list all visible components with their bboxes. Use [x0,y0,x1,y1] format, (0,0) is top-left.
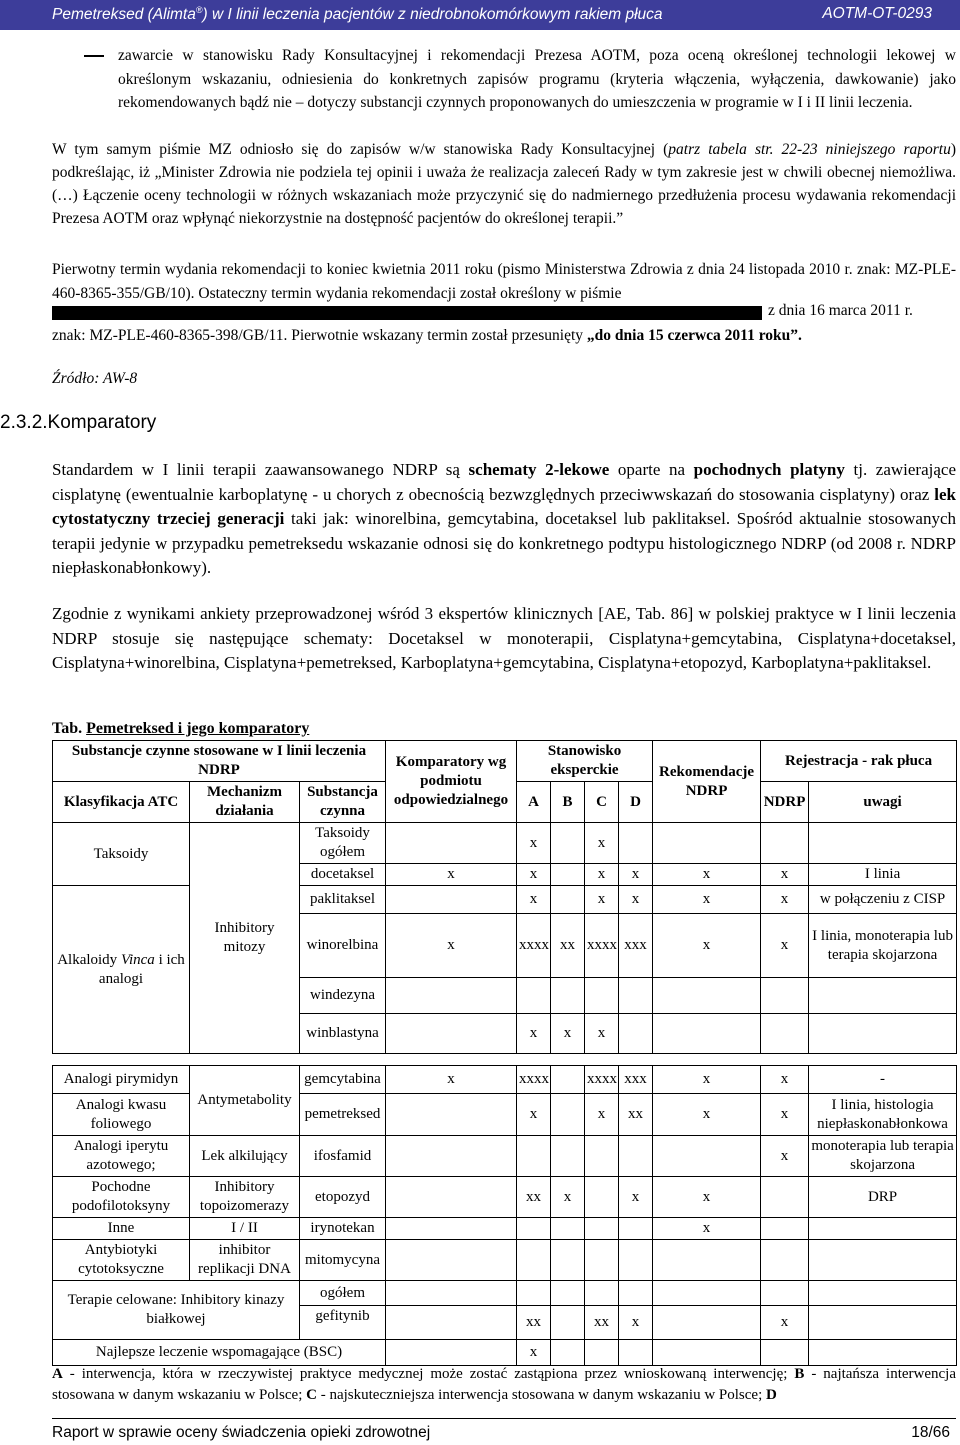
subst-gemcytabina: gemcytabina [300,1066,386,1094]
page-number: 18/66 [911,1424,950,1441]
cell-x: xx [551,914,585,978]
cell-x: x [517,864,551,886]
cell-x: x [551,1177,585,1218]
paragraph-deadline-date: z dnia 16 marca 2011 r. [768,302,913,319]
subst-winblastyna: winblastyna [300,1014,386,1054]
cell-x: xxx [619,914,653,978]
cell-x: xx [585,1306,619,1340]
cell-x: x [619,864,653,886]
mech-mitozy: Inhibitory mitozy [190,823,300,1054]
cell-x: x [761,914,809,978]
class-pirymidyn: Analogi pirymidyn [53,1066,190,1094]
mech-alkilujacy: Lek alkilujący [190,1136,300,1177]
uwagi-mono2: monoterapia lub terapia skojarzona [809,1136,957,1177]
subst-mitomycyna: mitomycyna [300,1240,386,1281]
table-title: Tab. Pemetreksed i jego komparatory [52,720,310,737]
subst-etopozyd: etopozyd [300,1177,386,1218]
uwagi-dash: - [809,1066,957,1094]
cell-x: x [653,1066,761,1094]
cell-x: x [585,886,619,914]
cell-x: x [585,1014,619,1054]
header-code: AOTM-OT-0293 [822,5,932,22]
class-taksoidy: Taksoidy [53,823,190,886]
paragraph-mz: W tym samym piśmie MZ odniosło się do zapisów w/w stanowiska Rady Konsultacyjnej (patrz tabela str. 22-23 niniejszego raportu) podkreślając, iż „Minister Zdrowia nie podziela tej opinii i uważa że realizacja zaleceń Rady w tym zakresie jest w chwili obecnej niemożliwa. (…) Łączenie oceny technologii w różnych wskazaniach może przyczynić się do nadmiernego przedłużenia procesu wydawania rekomendacji Prezesa AOTM oraz wpłynąć niekorzystnie na dostępność pacjentów do określonej terapii.” [52,141,956,227]
subst-windezyna: windezyna [300,978,386,1014]
source-note: Źródło: AW-8 [52,370,138,387]
uwagi-hist: I linia, histologia niepłaskonabłonkowa [809,1094,957,1136]
header-b: B [551,782,585,823]
cell-x: x [619,1177,653,1218]
class-podofilotoksyny: Pochodne podofilotoksyny [53,1177,190,1218]
cell-x: x [386,914,517,978]
cell-x: x [761,864,809,886]
subst-gefitynib: gefitynib [300,1306,386,1340]
header-atc: Klasyfikacja ATC [53,782,190,823]
cell-x: x [517,1094,551,1136]
cell-x: x [761,886,809,914]
cell-x: xxxx [517,914,551,978]
uwagi-cisp: w połączeniu z CISP [809,886,957,914]
class-kwas: Analogi kwasu foliowego [53,1094,190,1136]
class-inne: Inne [53,1218,190,1240]
header-title: Pemetreksed (Alimta®) w I linii leczenia pacjentów z niedrobnokomórkowym rakiem płuca [52,5,663,24]
cell-x: x [517,823,551,864]
mech-dna: inhibitor replikacji DNA [190,1240,300,1281]
footer-title: Raport w sprawie oceny świadczenia opieki zdrowotnej [52,1424,431,1441]
class-antybiotyki: Antybiotyki cytotoksyczne [53,1240,190,1281]
page-header [0,0,960,30]
cell-x: x [653,1218,761,1240]
cell-x: x [386,864,517,886]
uwagi-drp: DRP [809,1177,957,1218]
header-mechanism: Mechanizm działania [190,782,300,823]
subst-pemetreksed: pemetreksed [300,1094,386,1136]
cell-x: x [761,1094,809,1136]
cell-x: x [585,823,619,864]
header-c: C [585,782,619,823]
cell-x: xxxx [585,1066,619,1094]
cell-x: xxx [619,1066,653,1094]
header-a: A [517,782,551,823]
table-legend: A - interwencja, która w rzeczywistej praktyce medycznej może zostać zastąpiona przez wnioskowaną interwencję; B - najtańsza interwencja stosowana w danym wskazaniu w Polsce; C - najskuteczniejsza interwencja stosowana w danym wskazaniu w Polsce; D [52,1366,956,1403]
cell-x: xx [517,1306,551,1340]
cell-x: xxxx [517,1066,551,1094]
header-d: D [619,782,653,823]
paragraph-deadline-ref: znak: MZ-PLE-460-8365-398/GB/11. Pierwotnie wskazany termin został przesunięty „do dnia 15 czerwca 2011 roku”. [52,327,802,344]
subst-ogolem: ogółem [300,1281,386,1306]
cell-x: x [517,1014,551,1054]
header-recommendations: Rekomendacje NDRP [653,741,761,823]
cell-x: x [761,1136,809,1177]
paragraph-standard: Standardem w I linii terapii zaawansowanego NDRP są schematy 2-lekowe oparte na pochodnych platyny tj. zawierające cisplatynę (ewentualnie karboplatynę - u chorych z obecnością bezwzględnych przeciwwskazań do stosowania cisplatyny) oraz lek cytostatyczny trzeciej generacji taki jak: winorelbina, gemcytabina, docetaksel lub paklitaksel. Spośród aktualnie stosowanych terapii jedynie w przypadku pemetreksedu wskazanie odnosi się do konkretnego podtypu histologicznego NDRP (od 2008 r. NDRP niepłaskonabłonkowy). [52,460,956,577]
subst-docetaksel: docetaksel [300,864,386,886]
cell-x: x [653,864,761,886]
mech-topoizomerazy: Inhibitory topoizomerazy [190,1177,300,1218]
bsc-label: Najlepsze leczenie wspomagające (BSC) [53,1340,386,1366]
redacted-text [52,306,762,320]
section-heading: 2.3.2.Komparatory [0,412,157,433]
header-ndrp: NDRP [761,782,809,823]
cell-x: x [517,1340,551,1366]
dash-item-text: zawarcie w stanowisku Rady Konsultacyjnej i rekomendacji Prezesa AOTM, poza oceną określonej technologii lekowej w określonym wskazaniu, odniesienia do konkretnych zapisów programu (kryteria włączenia, wyłączenia, dawkowanie) jako rekomendowanych bądź nie – dotyczy substancji czynnych proponowanych do umieszczenia w programie w I i II linii leczenia. [118,47,956,111]
cell-x: x [619,1306,653,1340]
paragraph-survey: Zgodnie z wynikami ankiety przeprowadzonej wśród 3 ekspertów klinicznych [AE, Tab. 86] w polskiej praktyce w I linii leczenia NDRP stosuje się następujące schematy: Docetaksel w monoterapii, Cisplatyna+gemcytabina, Cisplatyna+docetaksel, Cisplatyna+winorelbina, Cisplatyna+pemetreksed, Karboplatyna+gemcytabina, Cisplatyna+etopozyd, Karboplatyna+paklitaksel. [52,604,956,672]
cell-x: x [619,886,653,914]
comparators-table [52,740,957,1366]
cell-x: x [653,1094,761,1136]
mech-topoizomerazy-2: I / II [190,1218,300,1240]
header-substance: Substancja czynna [300,782,386,823]
cell-x: x [653,1177,761,1218]
subst-winorelbina: winorelbina [300,914,386,978]
subst-taksoidy: Taksoidy ogółem [300,823,386,864]
cell-x: x [517,886,551,914]
cell-x: x [585,864,619,886]
cell-x: x [653,914,761,978]
header-comparators: Komparatory wg podmiotu odpowiedzialnego [386,741,517,823]
mech-antymetabolity: Antymetabolity [190,1066,300,1136]
header-uwagi: uwagi [809,782,957,823]
uwagi-ilinia: I linia [809,864,957,886]
cell-x: x [761,1306,809,1340]
cell-x: x [761,1066,809,1094]
class-alkaloidy: Alkaloidy Vinca i ich analogi [53,886,190,1054]
header-group: Substancje czynne stosowane w I linii leczenia NDRP [53,741,386,782]
subst-irynotekan: irynotekan [300,1218,386,1240]
header-expert: Stanowisko eksperckie [517,741,653,782]
subst-paklitaksel: paklitaksel [300,886,386,914]
cell-x: xx [517,1177,551,1218]
cell-x: x [551,1014,585,1054]
cell-x: xxxx [585,914,619,978]
cell-x: xx [619,1094,653,1136]
cell-x: x [585,1094,619,1136]
class-iperyt: Analogi iperytu azotowego; [53,1136,190,1177]
page-footer [52,1424,956,1442]
cell-x: x [386,1066,517,1094]
footer-divider [52,1418,956,1419]
subst-ifosfamid: ifosfamid [300,1136,386,1177]
paragraph-deadline: Pierwotny termin wydania rekomendacji to koniec kwietnia 2011 roku (pismo Ministerstwa Zdrowia z dnia 24 listopada 2010 r. znak: MZ-PLE-460-8365-355/GB/10). Ostateczny termin wydania rekomendacji został określony w piśmie [52,261,956,302]
header-registration: Rejestracja - rak płuca [761,741,957,782]
class-celowane: Terapie celowane: Inhibitory kinazy białkowej [53,1281,300,1340]
cell-x: x [653,886,761,914]
uwagi-mono: I linia, monoterapia lub terapia skojarzona [809,914,957,978]
